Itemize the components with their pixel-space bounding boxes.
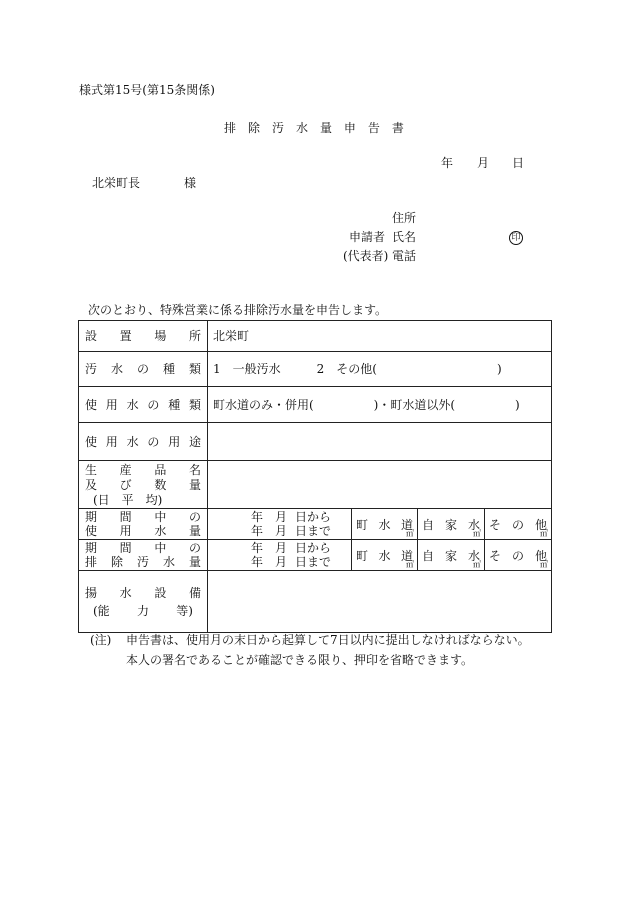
wastewater-town-water[interactable]: 町 水 道 ㎥	[352, 540, 418, 571]
addressee-honorific: 様	[184, 176, 197, 190]
date-year-label: 年	[441, 156, 454, 170]
pumping-label: 揚 水 設 備 (能 力 等)	[79, 571, 208, 633]
products-label: 生 産 品 名 及 び 数 量 (日 平 均)	[79, 461, 208, 509]
date-month-label: 月	[477, 156, 490, 170]
note-line-1: 申告書は、使用月の末日から起算して7日以内に提出しなければならない。	[126, 633, 530, 647]
date-day-label: 日	[512, 156, 525, 170]
row-water-type	[79, 387, 552, 423]
usage-private-water[interactable]: 自 家 水 ㎥	[418, 509, 485, 540]
addressee: 北栄町長	[92, 176, 141, 190]
form-number: 様式第15号(第15条関係)	[79, 83, 215, 97]
water-use-label: 使 用 水 の 用 途	[79, 423, 208, 461]
row-pumping-equipment	[79, 571, 552, 633]
period-usage-label: 期 間 中 の 使 用 水 量	[79, 509, 208, 540]
intro-text: 次のとおり、特殊営業に係る排除汚水量を申告します。	[88, 303, 388, 317]
row-period-wastewater	[79, 540, 552, 571]
note-mark: (注)	[90, 633, 112, 647]
note-line-2: 本人の署名であることが確認できる限り、押印を省略できます。	[126, 653, 474, 667]
location-value[interactable]: 北栄町	[208, 321, 552, 352]
phone-label: 電話	[392, 249, 417, 263]
representative-label: (代表者)	[343, 249, 389, 263]
water-type-value[interactable]: 町水道のみ・併用( )・町水道以外( )	[208, 387, 552, 423]
row-location	[79, 321, 552, 352]
products-value[interactable]	[208, 461, 552, 509]
water-use-value[interactable]	[208, 423, 552, 461]
applicant-role-label: 申請者	[349, 230, 386, 244]
wastewater-type-value[interactable]: 1 一般汚水 2 その他( )	[208, 352, 552, 387]
form-title: 排 除 汚 水 量 申 告 書	[224, 121, 404, 135]
usage-town-water[interactable]: 町 水 道 ㎥	[352, 509, 418, 540]
declaration-table	[78, 320, 552, 633]
period-wastewater-dates[interactable]: 年 月 日から 年 月 日まで	[208, 540, 352, 571]
row-wastewater-type	[79, 352, 552, 387]
period-usage-dates[interactable]: 年 月 日から 年 月 日まで	[208, 509, 352, 540]
wastewater-other-water[interactable]: そ の 他 ㎥	[485, 540, 552, 571]
row-water-use	[79, 423, 552, 461]
wastewater-type-label: 汚 水 の 種 類	[79, 352, 208, 387]
period-wastewater-label: 期 間 中 の 排 除 汚 水 量	[79, 540, 208, 571]
row-period-water-usage	[79, 509, 552, 540]
location-label: 設 置 場 所	[79, 321, 208, 352]
water-type-label: 使 用 水 の 種 類	[79, 387, 208, 423]
seal-mark: 印	[509, 231, 523, 245]
address-label: 住所	[392, 211, 417, 225]
usage-other-water[interactable]: そ の 他 ㎥	[485, 509, 552, 540]
wastewater-private-water[interactable]: 自 家 水 ㎥	[418, 540, 485, 571]
row-products	[79, 461, 552, 509]
pumping-value[interactable]	[208, 571, 552, 633]
name-label: 氏名	[392, 230, 417, 244]
